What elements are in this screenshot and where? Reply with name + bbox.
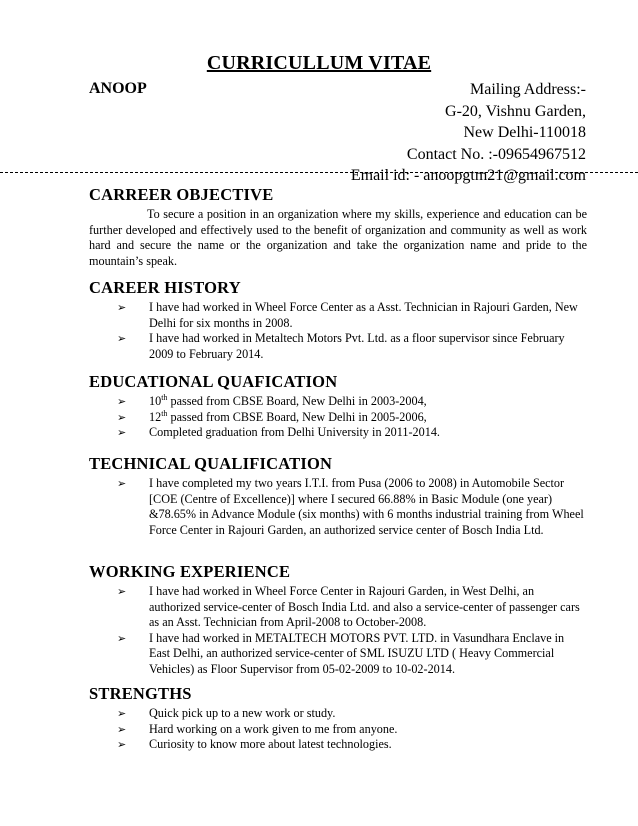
list-item: ➢ I have completed my two years I.T.I. from Pusa (2006 to 2008) in Automobile Sector [COE (Centre of Excellence)] where I secured 66.88% in Basic Module (one year) &78.65% in Advance Module (six months) with 6 months industrial training from Wheel Force Center in Rajouri Garden, an authorized service center of Bosch India Ltd. (117, 476, 584, 537)
career-history-list (89, 300, 587, 362)
list-item: ➢ I have had worked in METALTECH MOTORS PVT. LTD. in Vasundhara Enclave in East Delhi, an authorized service-center of SML ISUZU LTD ( Heavy Commercial Vehicles) as Floor Supervisor from 05-02-2009 to 10-02-2014. (117, 630, 565, 676)
working-experience-list (89, 584, 587, 677)
list-item: ➢ Completed graduation from Delhi University in 2011-2014. (117, 425, 440, 439)
email-address: Email id: - anoopgtm21@gmail.com (350, 167, 586, 184)
mailing-label: Mailing Address:- (470, 81, 586, 98)
arrow-bullet-icon: ➢ (117, 395, 127, 408)
arrow-bullet-icon: ➢ (117, 585, 127, 598)
address-line-1: G-20, Vishnu Garden, (445, 102, 586, 120)
arrow-bullet-icon: ➢ (117, 722, 127, 736)
dashed-divider (0, 172, 638, 175)
arrow-bullet-icon: ➢ (117, 738, 127, 751)
technical-section (89, 454, 587, 538)
working-experience-heading: WORKING EXPERIENCE (89, 562, 291, 581)
arrow-bullet-icon: ➢ (117, 477, 127, 490)
education-section (89, 372, 587, 441)
list-item: ➢ I have had worked in Metaltech Motors Pvt. Ltd. as a floor supervisor since February 2009 to February 2014. (117, 331, 565, 361)
contact-number: Contact No. :-09654967512 (406, 145, 586, 163)
list-item: ➢ Curiosity to know more about latest technologies. (117, 737, 392, 751)
career-history-section (89, 278, 587, 362)
list-item: ➢ I have had worked in Wheel Force Center as a Asst. Technician in Rajouri Garden, New Delhi for six months in 2008. (117, 300, 578, 330)
list-item: ➢ 12th passed from CBSE Board, New Delhi in 2005-2006, (117, 408, 427, 424)
education-list (89, 394, 587, 441)
candidate-name: ANOOP (89, 80, 147, 97)
technical-list (89, 476, 587, 538)
strengths-section (89, 684, 587, 753)
career-objective-section (89, 185, 587, 269)
arrow-bullet-icon: ➢ (117, 426, 127, 439)
arrow-bullet-icon: ➢ (117, 332, 127, 345)
arrow-bullet-icon: ➢ (117, 707, 127, 720)
technical-heading: TECHNICAL QUALIFICATION (89, 454, 333, 473)
list-item: ➢ I have had worked in Wheel Force Center in Rajouri Garden, in West Delhi, an authorized service-center of Bosch India Ltd. and also a service-center of passenger cars as an Asst. Technician from April-2008 to October-2008. (117, 584, 580, 629)
document-title: CURRICULLUM VITAE (206, 52, 432, 74)
strengths-heading: STRENGTHS (89, 684, 192, 703)
list-item: ➢ Quick pick up to a new work or study. (117, 706, 336, 720)
strengths-list (89, 706, 587, 753)
career-objective-heading: CARREER OBJECTIVE (89, 185, 274, 204)
address-line-2: New Delhi-110018 (463, 124, 586, 141)
arrow-bullet-icon: ➢ (117, 631, 127, 645)
career-history-heading: CAREER HISTORY (89, 278, 241, 297)
contact-block (351, 79, 586, 187)
career-objective-text: To secure a position in an organization where my skills, experience and education can be further developed and effectively used to the benefit of organization and community as well as work hard and secure the name or the organization and take the organization name and pride to the mountain’s speak. (89, 207, 587, 268)
list-item: ➢ 10th passed from CBSE Board, New Delhi in 2003-2004, (117, 392, 427, 408)
working-experience-section (89, 562, 587, 677)
arrow-bullet-icon: ➢ (117, 410, 127, 424)
education-heading: EDUCATIONAL QUAFICATION (89, 372, 338, 391)
list-item: ➢ Hard working on a work given to me from anyone. (117, 721, 398, 736)
arrow-bullet-icon: ➢ (117, 301, 127, 314)
